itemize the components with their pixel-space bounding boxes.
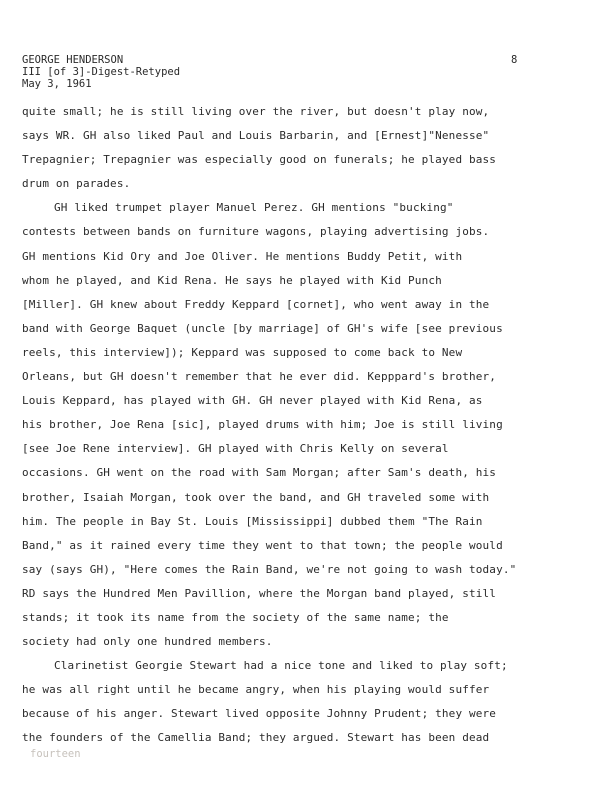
text-line: Louis Keppard, has played with GH. GH never played with Kid Rena, as [22,394,483,408]
text-line: him. The people in Bay St. Louis [Mississippi] dubbed them "The Rain [22,514,483,528]
text-line: Clarinetist Georgie Stewart had a nice tone and liked to play soft; [54,659,508,673]
text-line: Orleans, but GH doesn't remember that he ever did. Kepppard's brother, [22,370,497,384]
transcript-body [22,100,572,751]
text-line: drum on parades. [22,177,131,191]
document-header [22,54,180,90]
text-line: brother, Isaiah Morgan, took over the band, and GH traveled some with [22,490,490,504]
reel-info: III [of 3]-Digest-Retyped [22,66,181,78]
text-line: RD says the Hundred Men Pavillion, where the Morgan band played, still [22,586,497,600]
text-line: [see Joe Rene interview]. GH played with Chris Kelly on several [22,442,449,456]
interviewee-name: GEORGE HENDERSON [22,54,124,66]
text-line: he was all right until he became angry, when his playing would suffer [22,683,490,697]
text-line: GH liked trumpet player Manuel Perez. GH mentions "bucking" [54,201,454,215]
text-line: say (says GH), "Here comes the Rain Band, we're not going to wash today." [22,562,517,576]
text-line: band with George Baquet (uncle [by marriage] of GH's wife [see previous [22,321,503,335]
text-line: the founders of the Camellia Band; they argued. Stewart has been dead [22,731,490,745]
text-line: GH mentions Kid Ory and Joe Oliver. He mentions Buddy Petit, with [22,249,463,263]
text-line: reels, this interview]); Keppard was supposed to come back to New [22,345,463,359]
text-line: occasions. GH went on the road with Sam Morgan; after Sam's death, his [22,466,497,480]
text-line: [Miller]. GH knew about Freddy Keppard [cornet], who went away in the [22,297,490,311]
text-line: because of his anger. Stewart lived opposite Johnny Prudent; they were [22,707,497,721]
text-line: Trepagnier; Trepagnier was especially good on funerals; he played bass [22,153,497,167]
text-line: Band," as it rained every time they went to that town; the people would [22,538,503,552]
text-line: quite small; he is still living over the river, but doesn't play now, [22,105,490,118]
text-line: contests between bands on furniture wagons, playing advertising jobs. [22,225,490,239]
text-line: whom he played, and Kid Rena. He says he played with Kid Punch [22,273,442,287]
text-line: says WR. GH also liked Paul and Louis Barbarin, and [Ernest]"Nenesse" [22,129,490,143]
text-line: society had only one hundred members. [22,635,273,649]
interview-date: May 3, 1961 [22,78,92,90]
page-number: 8 [511,54,518,66]
page-footer: fourteen [30,748,81,760]
text-line: his brother, Joe Rena [sic], played drums with him; Joe is still living [22,418,503,432]
text-line: stands; it took its name from the society of the same name; the [22,610,449,624]
